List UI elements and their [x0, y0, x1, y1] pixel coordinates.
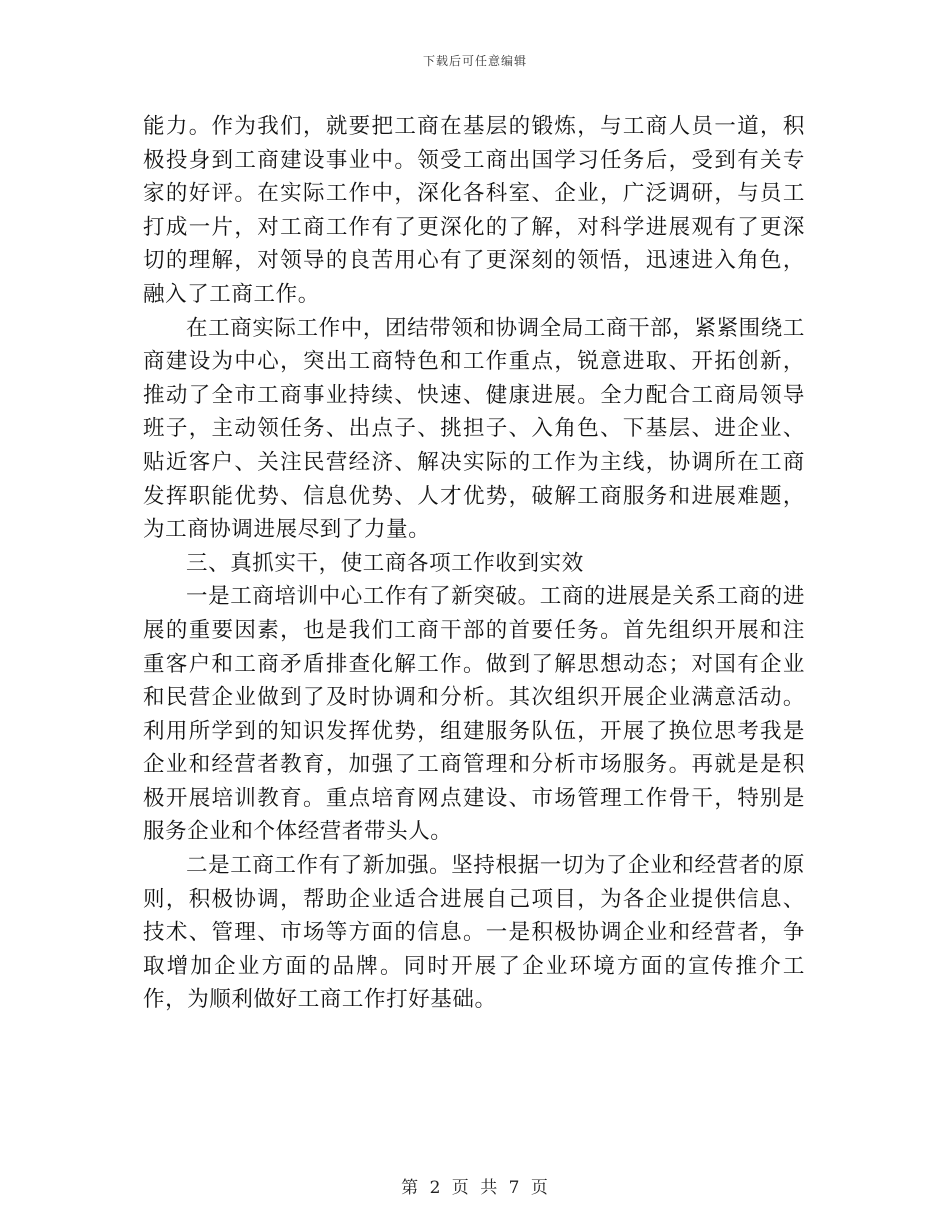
paragraph-work-overview: 在工商实际工作中，团结带领和协调全局工商干部，紧紧围绕工商建设为中心，突出工商特色和工作重点，锐意进取、开拓创新，推动了全市工商事业持续、快速、健康进展。全力配合工商局领导班子，主动领任务、出点子、挑担子、入角色、下基层、进企业、贴近客户、关注民营经济、解决实际的工作为主线，协调所在工商发挥职能优势、信息优势、人才优势，破解工商服务和进展难题，为工商协调进展尽到了力量。 [143, 315, 805, 543]
page-header: 下载后可任意编辑 [422, 54, 527, 68]
paragraph-training-center: 一是工商培训中心工作有了新突破。工商的进展是关系工商的进展的重要因素，也是我们工商干部的首要任务。首先组织开展和注重客户和工商矛盾排查化解工作。做到了解思想动态；对国有企业和民营企业做到了及时协调和分析。其次组织开展企业满意活动。利用所学到的知识发挥优势，组建服务队伍，开展了换位思考我是企业和经营者教育，加强了工商管理和分析市场服务。再就是是积极开展培训教育。重点培育网点建设、市场管理工作骨干，特别是服务企业和个体经营者带头人。 [143, 584, 805, 845]
section-heading: 三、真抓实干，使工商各项工作收到实效 [186, 550, 584, 576]
paragraph-work-strengthening: 二是工商工作有了新加强。坚持根据一切为了企业和经营者的原则，积极协调，帮助企业适合进展自己项目，为各企业提供信息、技术、管理、市场等方面的信息。一是积极协调企业和经营者，争取增加企业方面的品牌。同时开展了企业环境方面的宣传推介工作，为顺利做好工商工作打好基础。 [143, 853, 805, 1013]
paragraph-continuation: 能力。作为我们，就要把工商在基层的锻炼，与工商人员一道，积极投身到工商建设事业中。领受工商出国学习任务后，受到有关专家的好评。在实际工作中，深化各科室、企业，广泛调研，与员工打成一片，对工商工作有了更深化的了解，对科学进展观有了更深切的理解，对领导的良苦用心有了更深刻的领悟，迅速进入角色，融入了工商工作。 [143, 114, 805, 307]
document-body [143, 110, 805, 1017]
page-number: 第 2 页 共 7 页 [401, 1178, 549, 1198]
